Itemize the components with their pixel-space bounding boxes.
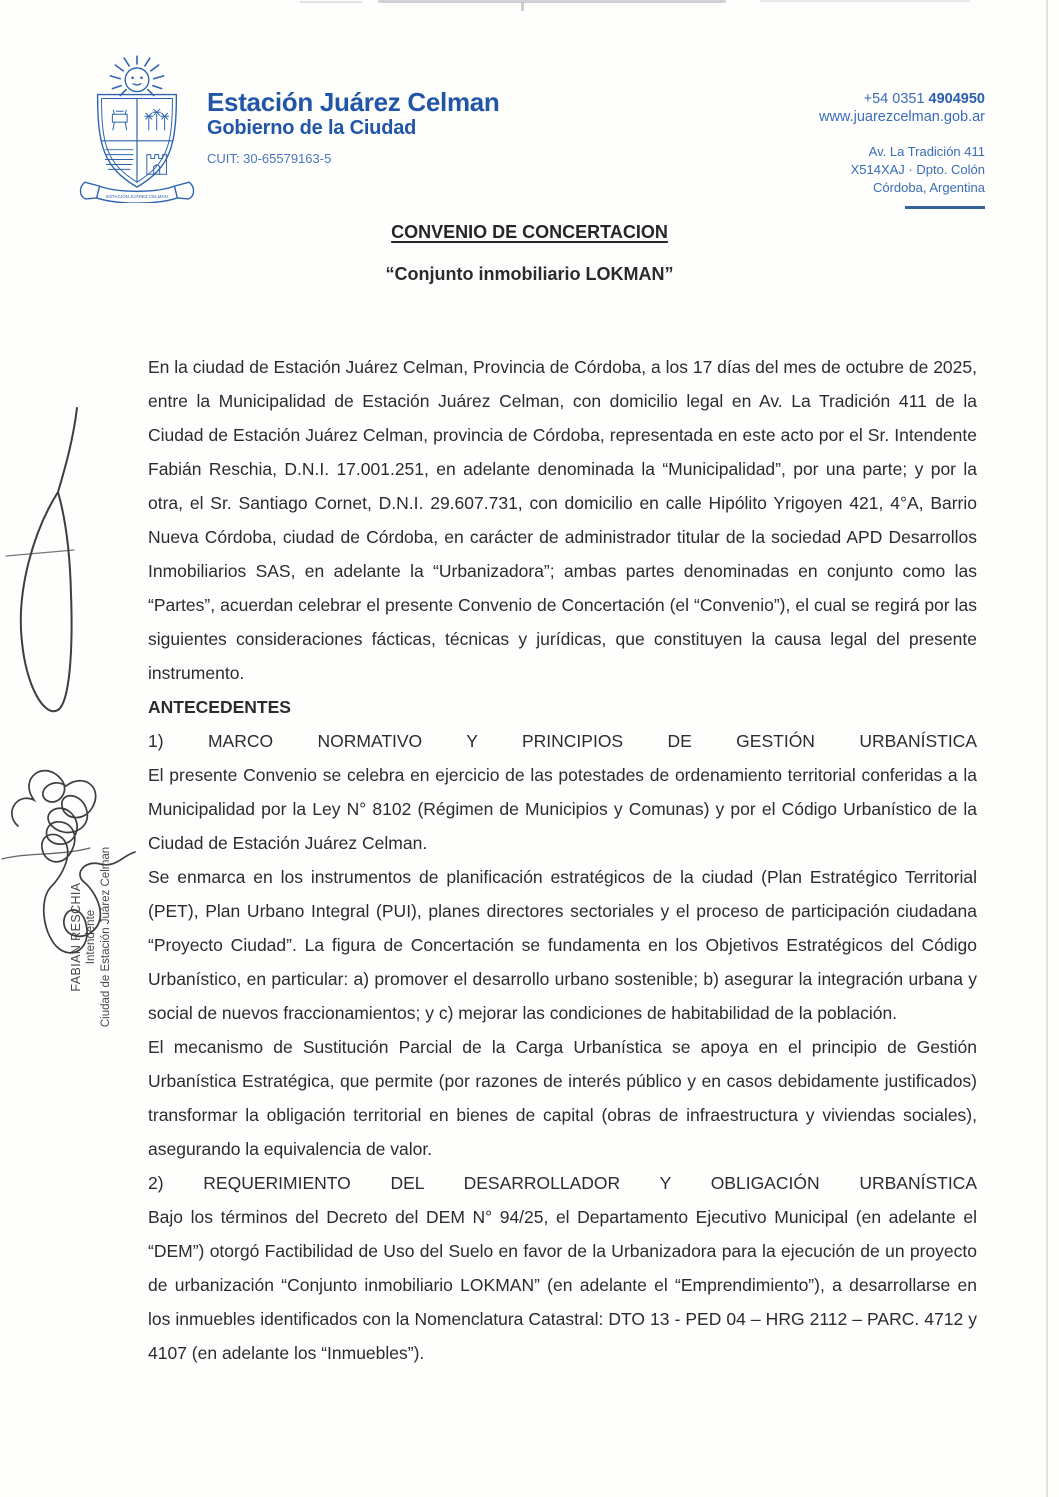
scan-edge-line bbox=[1046, 0, 1048, 1497]
letterhead-brand bbox=[207, 88, 627, 166]
contact-phone-number: 4904950 bbox=[928, 91, 985, 107]
signature-scribble bbox=[0, 762, 140, 1072]
intro-paragraph: En la ciudad de Estación Juárez Celman, Provincia de Córdoba, a los 17 días del mes de octubre de 2025, entre la Municipalidad de Estación Juárez Celman, con domicilio legal en Av. La Tradición 411 de la Ciudad de Estación Juárez Celman, provincia de Córdoba, representada en este acto por el Sr. Intendente Fabián Reschia, D.N.I. 17.001.251, en adelante denominada la “Municipalidad”, por una parte; y por la otra, el Sr. Santiago Cornet, D.N.I. 29.607.731, con domicilio en calle Hipólito Yrigoyen 421, 4°A, Barrio Nueva Córdoba, ciudad de Córdoba, en carácter de administrador titular de la sociedad APD Desarrollos Inmobiliarios SAS, en adelante la “Urbanizadora”; ambas partes denominadas en conjunto como las “Partes”, acuerdan celebrar el presente Convenio de Concertación (el “Convenio”), el cual se regirá por las siguientes consideraciones fácticas, técnicas y jurídicas, que constituyen la causa legal del presente instrumento. bbox=[148, 357, 977, 683]
contact-address-line3: Córdoba, Argentina bbox=[872, 180, 985, 195]
brand-subtitle: Gobierno de la Ciudad bbox=[207, 117, 417, 139]
document-body bbox=[148, 350, 977, 1370]
contact-website: www.juarezcelman.gob.ar bbox=[818, 109, 985, 125]
section1-paragraph-2: Se enmarca en los instrumentos de planificación estratégicos de la ciudad (Plan Estratégico Territorial (PET), Plan Urbano Integral (PUI), planes directores sectoriales y el proceso de participación ciudadana “Proyecto Ciudad”. La figura de Concertación se fundamenta en los Objetivos Estratégicos del Código Urbanístico, en particular: a) promover el desarrollo urbano sostenible; b) asegurar la integración urbana y social de nuevos fraccionamientos; y c) mejorar las condiciones de habitabilidad de la población. bbox=[148, 867, 977, 1023]
document-subtitle: “Conjunto inmobiliario LOKMAN” bbox=[385, 264, 674, 284]
section1-heading: 1) MARCO NORMATIVO Y PRINCIPIOS DE GESTIÓN URBANÍSTICA bbox=[148, 731, 977, 751]
city-crest-logo-icon bbox=[72, 55, 202, 203]
signature-name: FABIAN RESCHIA bbox=[69, 882, 83, 992]
contact-address-line1: Av. La Tradición 411 bbox=[868, 144, 985, 159]
contact-phone bbox=[685, 90, 985, 108]
contact-address bbox=[685, 143, 985, 197]
signature-org: Ciudad de Estación Juárez Celman bbox=[100, 846, 112, 1028]
section2-heading: 2) REQUERIMIENTO DEL DESARROLLADOR Y OBLIGACIÓN URBANÍSTICA bbox=[148, 1173, 977, 1193]
document-title bbox=[115, 222, 944, 243]
brand-name: Estación Juárez Celman bbox=[207, 87, 500, 117]
brand-cuit: CUIT: 30-65579163-5 bbox=[207, 151, 332, 166]
contact-address-line2: X514XAJ · Dpto. Colón bbox=[850, 162, 985, 177]
scan-artifact bbox=[378, 0, 726, 3]
crest-banner-text: ESTACIÓN JUÁREZ CELMAN bbox=[106, 193, 168, 199]
signature-intendente bbox=[0, 380, 140, 1028]
signature-role: Intendente bbox=[85, 909, 97, 965]
scan-artifact bbox=[300, 1, 362, 3]
antecedentes-heading: ANTECEDENTES bbox=[148, 697, 291, 717]
signature-stroke-icon bbox=[0, 380, 140, 740]
contact-phone-prefix: +54 0351 bbox=[863, 91, 929, 107]
contact-divider bbox=[905, 206, 985, 209]
section2-paragraph-1: Bajo los términos del Decreto del DEM N° 94/25, el Departamento Ejecutivo Municipal (en adelante el “DEM”) otorgó Factibilidad de Uso del Suelo en favor de la Urbanizadora para la ejecución de un proyecto de urbanización “Conjunto inmobiliario LOKMAN” (en adelante el “Emprendimiento”), a desarrollarse en los inmuebles identificados con la Nomenclatura Catastral: DTO 13 - PED 04 – HRG 2112 – PARC. 4712 y 4107 (en adelante los “Inmuebles”). bbox=[148, 1207, 977, 1363]
scan-artifact bbox=[521, 2, 524, 11]
document-title-text: CONVENIO DE CONCERTACION bbox=[391, 222, 668, 242]
letterhead-contact bbox=[685, 90, 985, 197]
scan-artifact bbox=[760, 0, 970, 2]
section1-paragraph-3: El mecanismo de Sustitución Parcial de la Carga Urbanística se apoya en el principio de Gestión Urbanística Estratégica, que permite (por razones de interés público y en casos debidamente justificados) transformar la obligación territorial en bienes de capital (obras de infraestructura y viviendas sociales), asegurando la equivalencia de valor. bbox=[148, 1037, 977, 1159]
signature-scribble-icon bbox=[0, 762, 140, 1072]
section1-paragraph-1: El presente Convenio se celebra en ejercicio de las potestades de ordenamiento territorial conferidas a la Municipalidad por la Ley N° 8102 (Régimen de Municipios y Comunas) y por el Código Urbanístico de la Ciudad de Estación Juárez Celman. bbox=[148, 765, 977, 853]
